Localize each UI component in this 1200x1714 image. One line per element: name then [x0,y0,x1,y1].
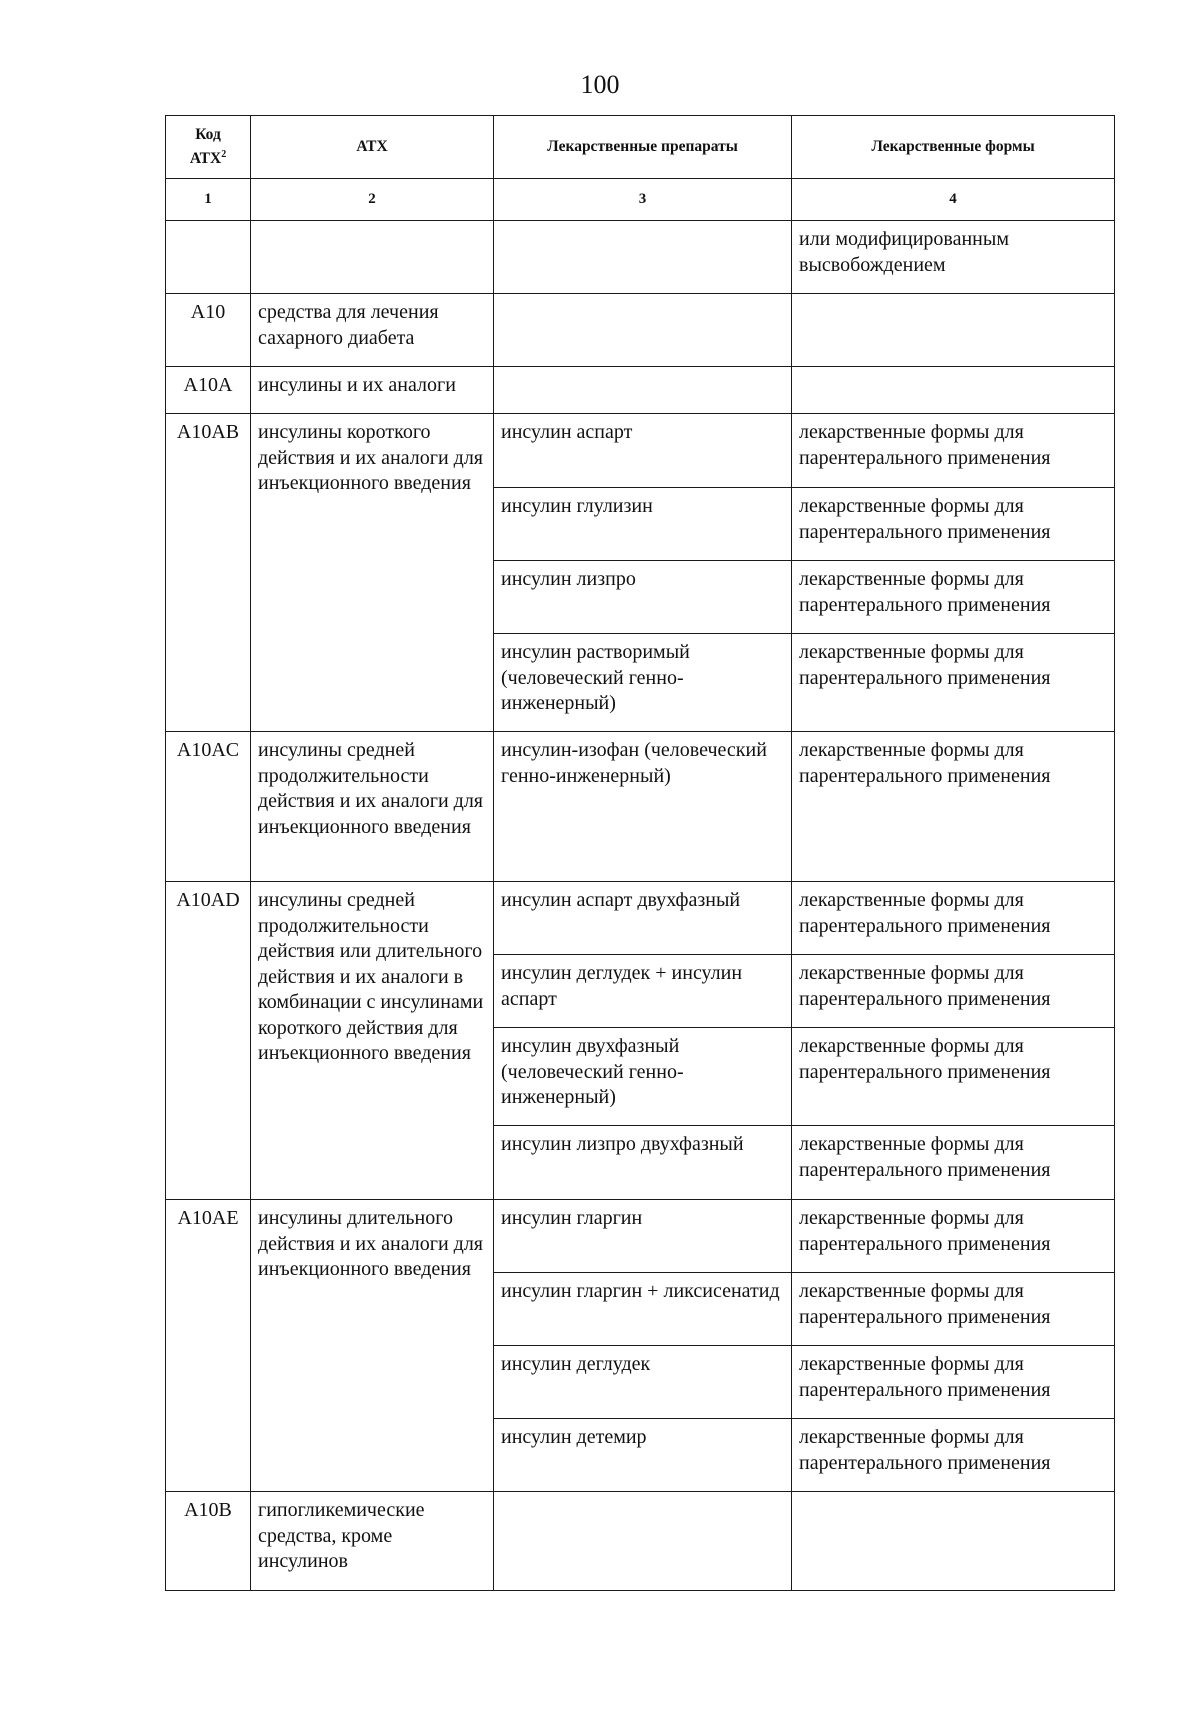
form-cell: лекарственные формы для парентерального применения [792,414,1115,488]
atc-cell: средства для лечения сахарного диабета [251,294,494,367]
column-number: 4 [792,179,1115,221]
drug-cell: инсулин гларгин [494,1200,792,1273]
drug-cell: инсулин аспарт двухфазный [494,882,792,955]
form-cell [792,1492,1115,1591]
form-cell: лекарственные формы для парентерального применения [792,1200,1115,1273]
table-row [166,294,1115,367]
form-cell: лекарственные формы для парентерального применения [792,488,1115,561]
form-cell: или модифицированным высвобождением [792,221,1115,294]
code-cell: A10B [166,1492,251,1591]
table-row [166,414,1115,488]
table-header-row [166,116,1115,179]
header-atc: АТХ [251,116,494,179]
column-number: 2 [251,179,494,221]
drug-cell [494,294,792,367]
drug-cell: инсулин растворимый (человеческий генно-инженерный) [494,634,792,732]
code-cell: A10AB [166,414,251,732]
drug-cell: инсулин двухфазный (человеческий генно-инженерный) [494,1028,792,1126]
atc-cell: инсулины короткого действия и их аналоги для инъекционного введения [251,414,494,732]
drug-cell: инсулин лизпро [494,561,792,634]
table-row [166,732,1115,882]
drug-cell: инсулин детемир [494,1419,792,1492]
table-row [166,882,1115,955]
code-cell: A10AD [166,882,251,1200]
table-row [166,1200,1115,1273]
drug-cell [494,367,792,414]
drug-cell [494,221,792,294]
column-number: 1 [166,179,251,221]
form-cell: лекарственные формы для парентерального применения [792,882,1115,955]
form-cell: лекарственные формы для парентерального применения [792,1028,1115,1126]
form-cell [792,294,1115,367]
drug-cell: инсулин гларгин + ликсисенатид [494,1273,792,1346]
table-row [166,221,1115,294]
atc-cell: гипогликемические средства, кроме инсулинов [251,1492,494,1591]
code-cell: A10AC [166,732,251,882]
form-cell [792,367,1115,414]
drug-cell: инсулин деглудек [494,1346,792,1419]
atc-cell [251,221,494,294]
atc-cell: инсулины средней продолжительности действия или длительного действия и их аналоги в комбинации с инсулинами короткого действия для инъекционного введения [251,882,494,1200]
form-cell: лекарственные формы для парентерального применения [792,732,1115,882]
drug-cell: инсулин аспарт [494,414,792,488]
drug-cell: инсулин деглудек + инсулин аспарт [494,955,792,1028]
drug-cell: инсулин глулизин [494,488,792,561]
code-cell [166,221,251,294]
table-row [166,367,1115,414]
code-cell: A10 [166,294,251,367]
drug-cell: инсулин лизпро двухфазный [494,1126,792,1200]
column-number: 3 [494,179,792,221]
form-cell: лекарственные формы для парентерального применения [792,1126,1115,1200]
atc-cell: инсулины средней продолжительности действия и их аналоги для инъекционного введения [251,732,494,882]
form-cell: лекарственные формы для парентерального применения [792,1273,1115,1346]
form-cell: лекарственные формы для парентерального применения [792,1346,1115,1419]
atc-cell: инсулины и их аналоги [251,367,494,414]
atc-drug-table [165,115,1115,1591]
form-cell: лекарственные формы для парентерального применения [792,561,1115,634]
header-code-atc: Код АТХ$^2$ [166,116,251,179]
code-cell: A10AE [166,1200,251,1492]
drug-cell: инсулин-изофан (человеческий генно-инженерный) [494,732,792,882]
form-cell: лекарственные формы для парентерального применения [792,1419,1115,1492]
header-drugs: Лекарственные препараты [494,116,792,179]
header-forms: Лекарственные формы [792,116,1115,179]
form-cell: лекарственные формы для парентерального применения [792,955,1115,1028]
code-cell: A10A [166,367,251,414]
form-cell: лекарственные формы для парентерального применения [792,634,1115,732]
table-row [166,1492,1115,1591]
atc-cell: инсулины длительного действия и их аналоги для инъекционного введения [251,1200,494,1492]
column-number-row [166,179,1115,221]
page-number: 100 [580,70,620,99]
drug-cell [494,1492,792,1591]
